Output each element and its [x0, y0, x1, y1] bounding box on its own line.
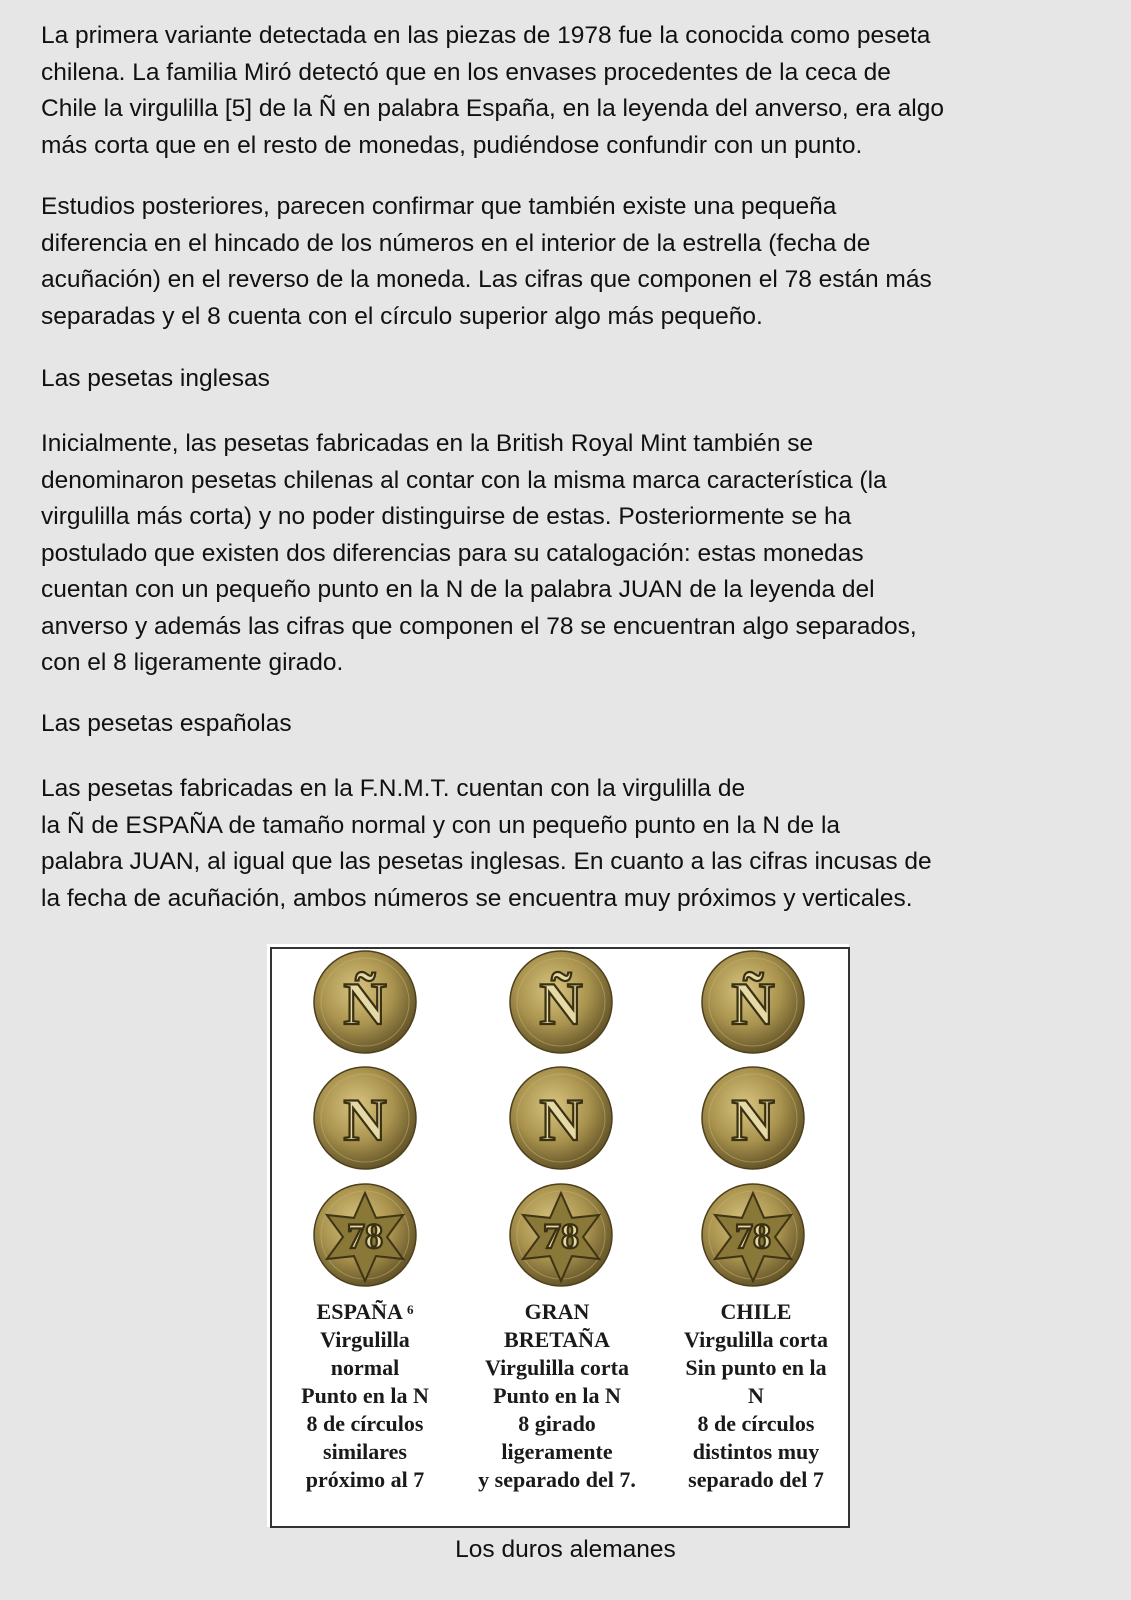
- text-line: la Ñ de ESPAÑA de tamaño normal y con un pequeño punto en la N de la: [41, 811, 841, 839]
- text-line: Estudios posteriores, parecen confirmar que también existe una pequeña: [41, 193, 837, 220]
- coin-closeup: [702, 951, 804, 1053]
- caption-line: 8 de círculos: [697, 1411, 815, 1436]
- heading-text: Las pesetas españolas: [41, 710, 292, 737]
- caption-line: distintos muy: [692, 1439, 820, 1464]
- coin-lettering: Ñ: [731, 971, 775, 1037]
- text-line: con el 8 ligeramente girado.: [41, 649, 344, 676]
- coin-closeup: [702, 1184, 804, 1286]
- text-line: La primera variante detectada en las piezas de 1978 fue la conocida como peseta: [41, 22, 931, 49]
- caption-title: ESPAÑA $^6$: [316, 1299, 414, 1324]
- coin-lettering: 78: [735, 1216, 771, 1256]
- caption-line: próximo al 7: [305, 1467, 425, 1492]
- text-line: Chile la virgulilla [5] de la Ñ en palabra España, en la leyenda del anverso, era algo: [41, 95, 944, 122]
- caption-line: Sin punto en la: [685, 1355, 827, 1380]
- caption-line: similares: [323, 1439, 407, 1464]
- coin-lettering: N: [539, 1087, 583, 1153]
- text-line: chilena. La familia Miró detectó que en los envases procedentes de la ceca de: [41, 58, 891, 86]
- text-line: cuentan con un pequeño punto en la N de la palabra JUAN de la leyenda del: [41, 576, 875, 603]
- caption-line: y separado del 7.: [478, 1467, 636, 1492]
- text-line: postulado que existen dos diferencias para su catalogación: estas monedas: [41, 539, 864, 567]
- text-line: Las pesetas fabricadas en la F.N.M.T. cuentan con la virgulilla de: [41, 775, 746, 802]
- caption-line: 8 de círculos: [306, 1411, 424, 1436]
- caption-line: N: [748, 1383, 764, 1408]
- text-line: virgulilla más corta) y no poder distinguirse de estas. Posteriormente se ha: [41, 503, 852, 530]
- caption-gran-bretana: [467, 1298, 647, 1494]
- coin-lettering: N: [343, 1087, 387, 1153]
- coin-closeup: [314, 1067, 416, 1169]
- coin-closeup: [702, 1067, 804, 1169]
- caption-chile: [666, 1298, 846, 1494]
- caption-line: separado del 7: [688, 1467, 824, 1492]
- text-line: palabra JUAN, al igual que las pesetas inglesas. En cuanto a las cifras incusas de: [41, 848, 932, 875]
- text-line: separadas y el 8 cuenta con el círculo superior algo más pequeño.: [41, 302, 763, 330]
- caption-espana: [275, 1298, 455, 1494]
- coin-lettering: Ñ: [343, 971, 387, 1037]
- caption-line: Virgulilla: [320, 1327, 410, 1352]
- closing-heading: Los duros alemanes: [455, 1536, 676, 1563]
- coin-closeup: [314, 1184, 416, 1286]
- text-line: denominaron pesetas chilenas al contar con la misma marca característica (la: [41, 466, 887, 494]
- text-line: Inicialmente, las pesetas fabricadas en la British Royal Mint también se: [41, 430, 814, 457]
- coin-closeup: [510, 1184, 612, 1286]
- caption-line: normal: [330, 1355, 400, 1380]
- footnote-marker: 6: [406, 1302, 414, 1317]
- coin-lettering: 78: [543, 1216, 579, 1256]
- coin-lettering: 78: [347, 1216, 383, 1256]
- caption-line: ligeramente: [501, 1439, 613, 1464]
- heading-text: Las pesetas inglesas: [41, 365, 270, 392]
- caption-line: Punto en la N: [301, 1383, 429, 1408]
- caption-title: GRAN: [524, 1299, 590, 1324]
- coin-lettering: Ñ: [539, 971, 583, 1037]
- text-line: la fecha de acuñación, ambos números se encuentra muy próximos y verticales.: [41, 884, 913, 912]
- text-line: anverso y además las cifras que componen el 78 se encuentran algo separados,: [41, 612, 917, 640]
- text-line: acuñación) en el reverso de la moneda. Las cifras que componen el 78 están más: [41, 266, 932, 293]
- text-line: diferencia en el hincado de los números en el interior de la estrella (fecha de: [41, 229, 871, 257]
- caption-line: BRETAÑA: [504, 1327, 610, 1352]
- caption-line: Punto en la N: [493, 1383, 621, 1408]
- coin-closeup: [314, 951, 416, 1053]
- coin-closeup: [510, 951, 612, 1053]
- caption-line: 8 girado: [518, 1411, 596, 1436]
- text-line: más corta que en el resto de monedas, pudiéndose confundir con un punto.: [41, 131, 863, 159]
- caption-line: Virgulilla corta: [684, 1327, 828, 1352]
- caption-line: Virgulilla corta: [485, 1355, 629, 1380]
- coin-closeup: [510, 1067, 612, 1169]
- coin-lettering: N: [731, 1087, 775, 1153]
- caption-title: CHILE: [720, 1299, 792, 1324]
